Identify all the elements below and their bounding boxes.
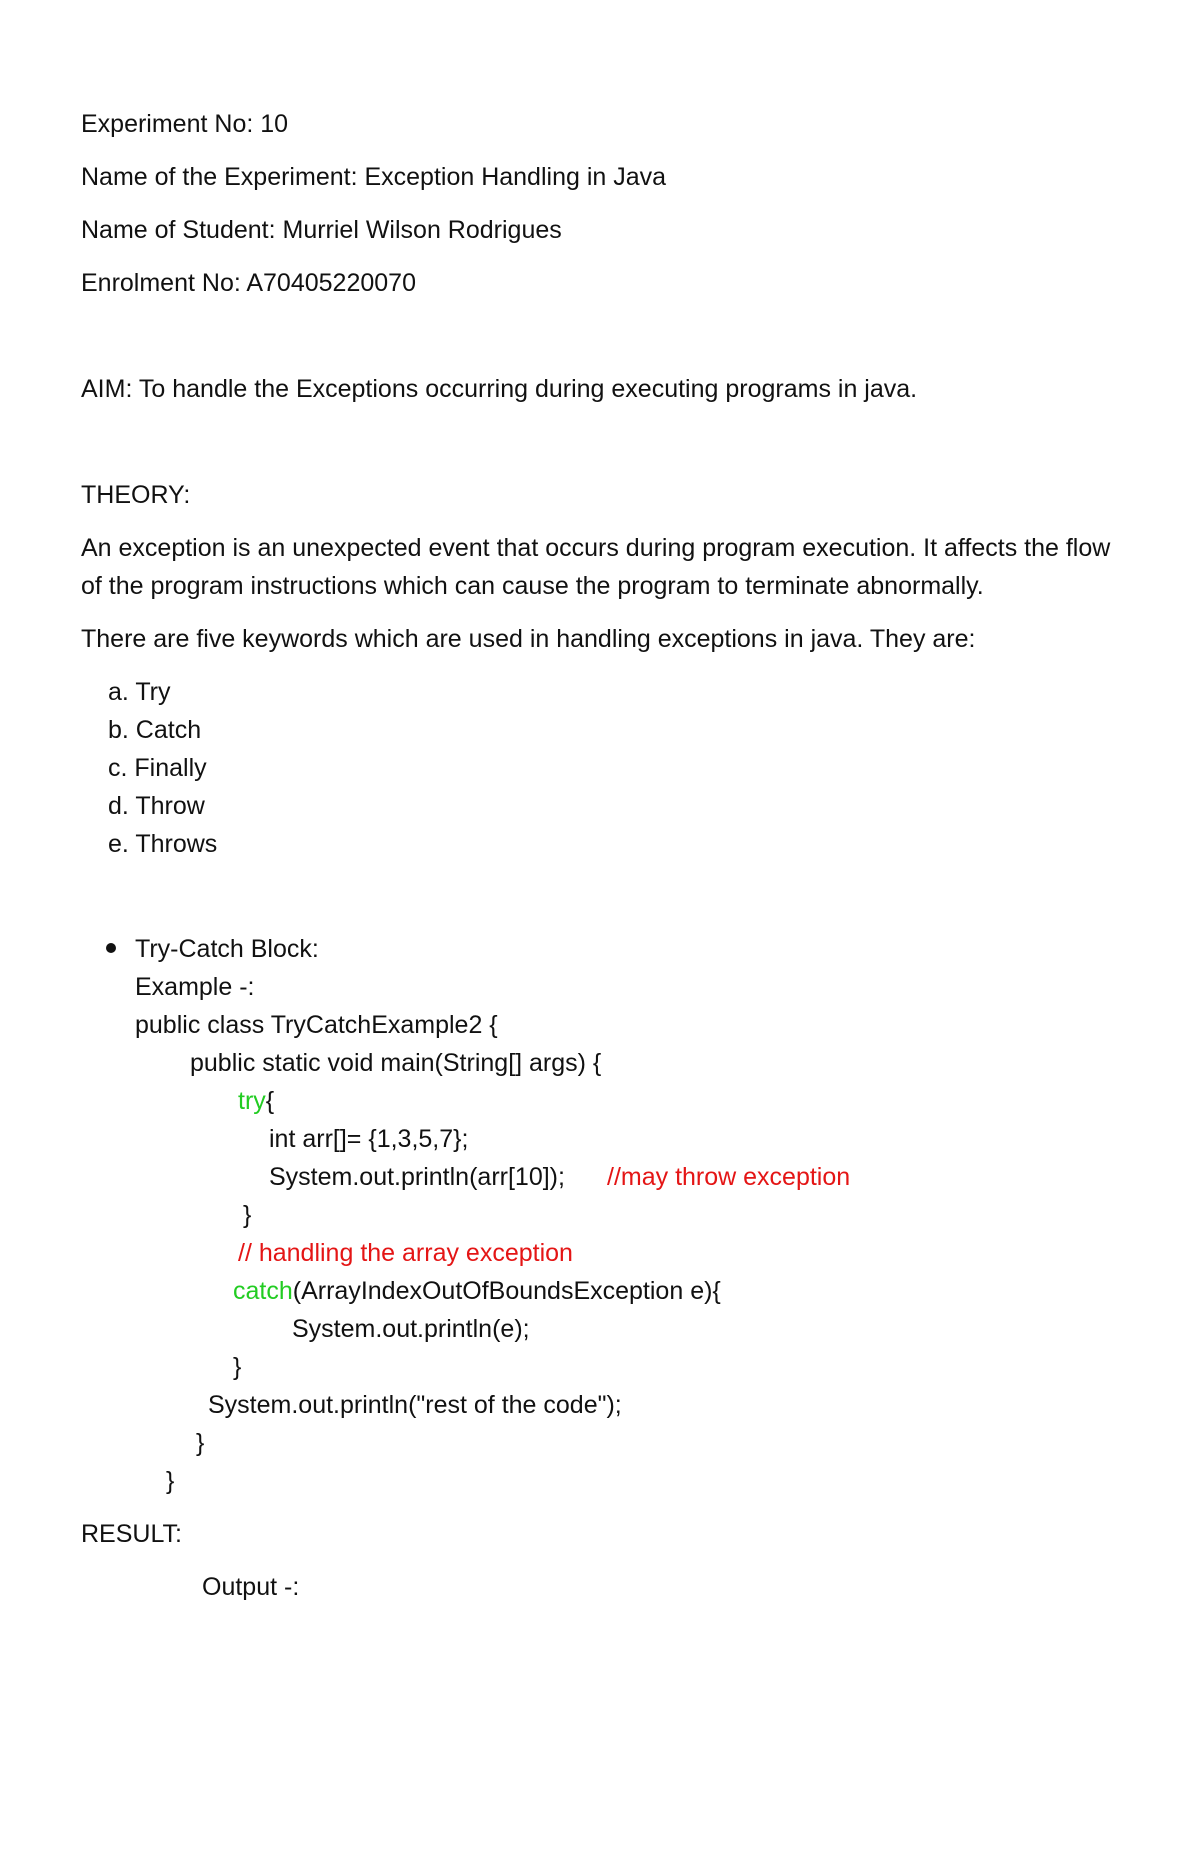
code-main-declaration: public static void main(String[] args) { [190,1049,602,1077]
code-try-keyword: try [238,1087,266,1115]
code-comment-may-throw: //may throw exception [607,1163,851,1191]
code-catch-line [233,1279,721,1304]
code-array-declaration: int arr[]= {1,3,5,7}; [269,1125,469,1153]
try-catch-title: Try-Catch Block: [135,935,319,963]
code-try-brace: { [265,1087,275,1115]
theory-paragraph-line-1: An exception is an unexpected event that occurs during program execution. It affects the flow [81,534,1111,562]
code-close-catch: } [233,1353,242,1381]
code-print-array: System.out.println(arr[10]); [269,1163,565,1191]
code-print-exception: System.out.println(e); [292,1315,530,1343]
student-name: Name of Student: Murriel Wilson Rodrigues [81,216,562,244]
code-catch-rest: (ArrayIndexOutOfBoundsException e){ [292,1277,721,1305]
output-label: Output -: [202,1573,300,1601]
code-close-class: } [166,1467,175,1495]
keyword-item-throw: d. Throw [108,792,205,820]
code-class-declaration: public class TryCatchExample2 { [135,1011,498,1039]
keyword-item-try: a. Try [108,678,171,706]
code-catch-keyword: catch [233,1277,293,1305]
code-print-rest: System.out.println("rest of the code"); [208,1391,622,1419]
result-heading: RESULT: [81,1520,182,1548]
code-try-line [238,1089,274,1114]
enrolment-number: Enrolment No: A70405220070 [81,269,416,297]
code-comment-handling: // handling the array exception [238,1239,573,1267]
code-close-try: } [243,1201,252,1229]
example-label: Example -: [135,973,255,1001]
bullet-dot-icon [106,943,116,953]
code-close-main: } [196,1429,205,1457]
theory-heading: THEORY: [81,481,191,509]
theory-paragraph-2: There are five keywords which are used in handling exceptions in java. They are: [81,625,976,653]
theory-paragraph-line-2: of the program instructions which can cause the program to terminate abnormally. [81,572,984,600]
experiment-name: Name of the Experiment: Exception Handling in Java [81,163,667,191]
keyword-item-throws: e. Throws [108,830,218,858]
experiment-number: Experiment No: 10 [81,110,289,138]
keyword-item-catch: b. Catch [108,716,202,744]
keyword-item-finally: c. Finally [108,754,207,782]
aim-text: AIM: To handle the Exceptions occurring during executing programs in java. [81,375,918,403]
